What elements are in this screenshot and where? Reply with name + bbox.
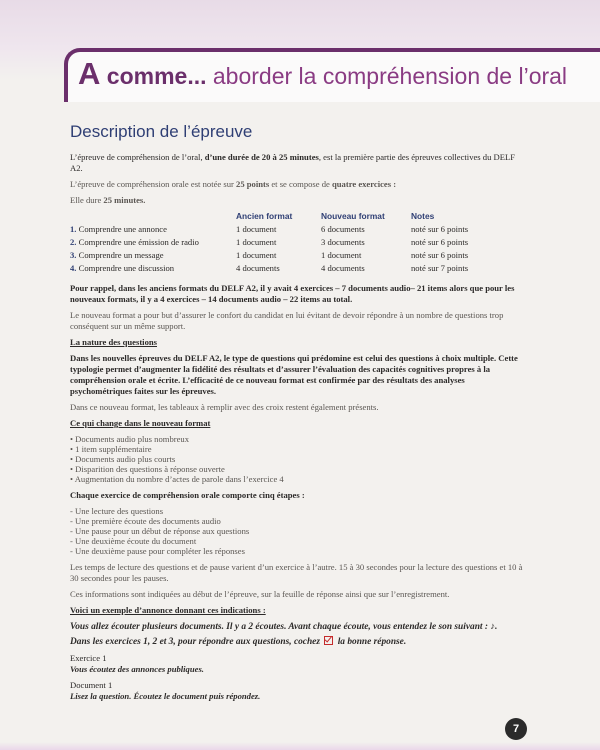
list-item: - Une pause pour un début de réponse aux questions: [70, 526, 528, 536]
row-number: 3.: [70, 250, 77, 260]
example-line-2: [70, 635, 528, 648]
goal-paragraph: Le nouveau format a pour but d’assurer le confort du candidat en lui évitant de devoir répondre à un nombre de questions trop conséquent sur un même support.: [70, 310, 504, 331]
intro-p2-b: et se compose de: [269, 179, 332, 189]
intro-p2-bold1: 25 points: [236, 179, 270, 189]
list-item: • Documents audio plus nombreux: [70, 434, 528, 444]
table-row: [70, 249, 521, 262]
list-item: - Une lecture des questions: [70, 506, 528, 516]
intro-paragraph-2: [70, 179, 528, 190]
table-cell: 3 documents: [321, 237, 365, 247]
example-heading: Voici un exemple d’annonce donnant ces indications :: [70, 605, 266, 615]
row-label: Comprendre une annonce: [78, 224, 167, 234]
changes-list: [70, 434, 528, 484]
list-item: • Augmentation du nombre d’actes de parole dans l’exercice 4: [70, 474, 528, 484]
row-label: Comprendre un message: [78, 250, 164, 260]
row-number: 4.: [70, 263, 77, 273]
exercise-table: [70, 211, 521, 275]
list-item: • 1 item supplémentaire: [70, 444, 528, 454]
list-item: • Disparition des questions à réponse ouverte: [70, 464, 528, 474]
checkbox-checked-icon: [324, 636, 333, 645]
section-title: Description de l’épreuve: [70, 122, 253, 141]
table-cell: [70, 262, 236, 275]
table-row: [70, 262, 521, 275]
table-header: [70, 211, 236, 223]
table-cell: noté sur 7 points: [411, 263, 469, 273]
table-header: Notes: [411, 211, 435, 221]
intro-p2-a: L’épreuve de compréhension orale est notée sur: [70, 179, 237, 189]
intro-p1-a: L’épreuve de compréhension de l’oral,: [70, 152, 205, 162]
exercise-text: Vous écoutez des annonces publiques.: [70, 664, 204, 674]
title-rest: aborder la compréhension de l’oral: [206, 63, 568, 89]
table-header: Nouveau format: [321, 211, 385, 221]
page-title: [78, 56, 567, 92]
list-item: - Une première écoute des documents audio: [70, 516, 528, 526]
list-item: - Une deuxième pause pour compléter les réponses: [70, 546, 528, 556]
list-item: - Une deuxième écoute du document: [70, 536, 528, 546]
title-letter: A: [78, 56, 101, 91]
row-label: Comprendre une discussion: [78, 263, 175, 273]
title-word: comme...: [100, 63, 207, 89]
row-number: 1.: [70, 224, 77, 234]
example-line-1: Vous allez écouter plusieurs documents. Il y a 2 écoutes. Avant chaque écoute, vous entendez le son suivant : ♪.: [70, 622, 498, 632]
table-cell: noté sur 6 points: [411, 224, 469, 234]
nature-paragraph: Dans les nouvelles épreuves du DELF A2, le type de questions qui prédomine est celui des questions à choix multiple. Cette typologie permet d’augmenter la fidélité des résultats et d’assurer l’évaluation des capacités cognitives propres à la compréhension orale et écrite. L’efficacité de ce nouveau format est confirmée par des résultats des analyses psychométriques faites sur les épreuves.: [70, 353, 518, 396]
table-row: [70, 236, 521, 249]
table-cell: 1 document: [236, 237, 277, 247]
tables-note: Dans ce nouveau format, les tableaux à remplir avec des croix restent également présents.: [70, 402, 379, 412]
table-cell: 4 documents: [236, 263, 280, 273]
changes-heading: Ce qui change dans le nouveau format: [70, 418, 211, 428]
footer-background: [0, 742, 600, 750]
steps-list: [70, 506, 528, 556]
table-cell: 6 documents: [321, 224, 365, 234]
intro-p1-bold: d’une durée de 20 à 25 minutes: [204, 152, 319, 162]
list-item: • Documents audio plus courts: [70, 454, 528, 464]
table-cell: 1 document: [236, 224, 277, 234]
document-label: Document 1: [70, 680, 113, 690]
table-cell: 1 document: [321, 250, 362, 260]
table-header: Ancien format: [236, 211, 293, 221]
table-cell: noté sur 6 points: [411, 250, 469, 260]
intro-p2-bold2: quatre exercices :: [331, 179, 397, 189]
page-content: [70, 122, 528, 707]
table-cell: [70, 236, 236, 249]
steps-heading: Chaque exercice de compréhension orale comporte cinq étapes :: [70, 490, 305, 500]
page-number-badge: 7: [505, 718, 527, 740]
intro-p3-bold: 25 minutes.: [103, 195, 146, 205]
intro-paragraph-1: [70, 152, 528, 174]
table-cell: [70, 249, 236, 262]
recap-paragraph: Pour rappel, dans les anciens formats du DELF A2, il y avait 4 exercices – 7 documents audio– 21 items alors que pour les nouveaux formats, il y a 4 exercices – 14 documents audio – 22 items au total.: [70, 283, 515, 304]
nature-heading: La nature des questions: [70, 337, 157, 347]
table-row: [70, 223, 521, 236]
example-line-2-b: la bonne réponse.: [335, 637, 407, 647]
example-line-2-a: Dans les exercices 1, 2 et 3, pour répondre aux questions, cochez: [70, 637, 323, 647]
row-number: 2.: [70, 237, 77, 247]
document-text: Lisez la question. Écoutez le document puis répondez.: [70, 691, 261, 701]
table-cell: noté sur 6 points: [411, 237, 469, 247]
table-cell: 1 document: [236, 250, 277, 260]
intro-p1-b: , est la première partie des épreuves collectives du DELF A2.: [70, 152, 516, 173]
info-paragraph: Ces informations sont indiquées au début de l’épreuve, sur la feuille de réponse ainsi que sur l’enregistrement.: [70, 589, 450, 599]
timing-paragraph: Les temps de lecture des questions et de pause varient d’un exercice à l’autre. 15 à 30 secondes pour la lecture des questions et 10 à 30 secondes pour les pauses.: [70, 562, 523, 583]
exercise-label: Exercice 1: [70, 653, 107, 663]
table-cell: [70, 223, 236, 236]
intro-paragraph-3: [70, 195, 528, 206]
table-header-row: [70, 211, 521, 223]
table-cell: 4 documents: [321, 263, 365, 273]
row-label: Comprendre une émission de radio: [78, 237, 199, 247]
intro-p3-a: Elle dure: [70, 195, 104, 205]
